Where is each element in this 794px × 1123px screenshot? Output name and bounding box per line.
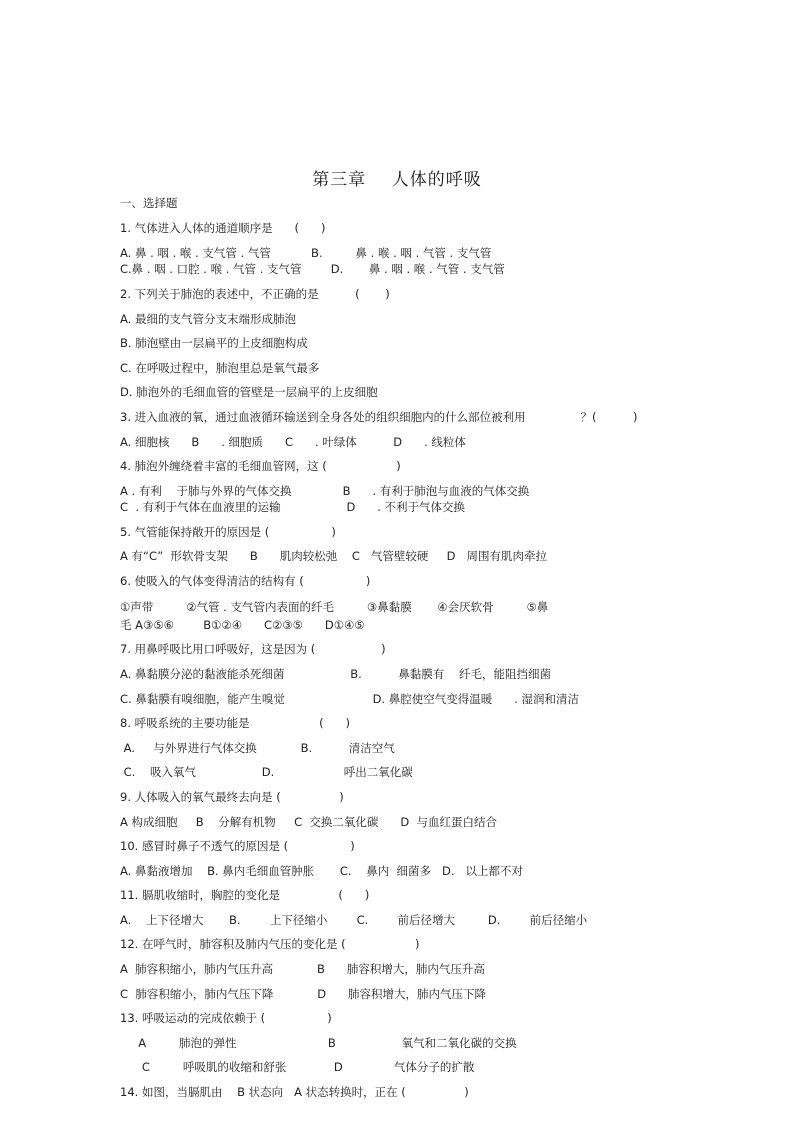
section-heading: 一、选择题	[120, 196, 178, 210]
question-3: 3. 进入血液的氧，通过血液循环输送到全身各处的组织细胞内的什么部位被利用 ？( )	[120, 410, 638, 424]
question-8-options-ab: A. 与外界进行气体交换 B. 清洁空气	[120, 741, 395, 755]
question-6: 6. 使吸入的气体变得清洁的结构有 ( )	[120, 574, 371, 588]
question-1-options-cd: C.鼻 . 咽 . 口腔 . 喉 . 气管 . 支气管 D. 鼻 . 咽 . 喉 . 气管 . 支气管	[120, 262, 505, 276]
question-13: 13. 呼吸运动的完成依赖于 ( )	[120, 1011, 332, 1025]
question-14: 14. 如图，当膈肌由 B 状态向 A 状态转换时，正在 ( )	[120, 1085, 469, 1099]
question-4-options-ab: A . 有利 于肺与外界的气体交换 B . 有利于肺泡与血液的气体交换	[120, 484, 530, 498]
question-10-options: A. 鼻黏液增加 B. 鼻内毛细血管肿胀 C. 鼻内 细菌多 D. 以上都不对	[120, 864, 523, 878]
question-12-options-ab: A 肺容积缩小，肺内气压升高 B 肺容积增大，肺内气压升高	[120, 962, 485, 976]
question-9: 9. 人体吸入的氧气最终去向是 ( )	[120, 790, 344, 804]
question-4: 4. 肺泡外缠绕着丰富的毛细血管网，这 ( )	[120, 459, 401, 473]
question-12-options-cd: C 肺容积缩小，肺内气压下降 D 肺容积增大，肺内气压下降	[120, 987, 486, 1001]
question-11: 11. 膈肌收缩时，胸腔的变化是 ( )	[120, 888, 370, 902]
question-10: 10. 感冒时鼻子不透气的原因是 ( )	[120, 839, 355, 853]
question-7: 7. 用鼻呼吸比用口呼吸好，这是因为 ( )	[120, 642, 386, 656]
question-3-options: A. 细胞核 B . 细胞质 C . 叶绿体 D . 线粒体	[120, 435, 466, 449]
question-8: 8. 呼吸系统的主要功能是 ( )	[120, 716, 350, 730]
question-6-options: 毛 A③⑤⑥ B①②④ C②③⑤ D①④⑤	[120, 618, 365, 632]
question-9-options: A 构成细胞 B 分解有机物 C 交换二氧化碳 D 与血红蛋白结合	[120, 815, 498, 829]
question-12: 12. 在呼气时，肺容积及肺内气压的变化是 ( )	[120, 937, 420, 951]
question-5-options: A 有“C” 形软骨支架 B 肌肉较松弛 C 气管壁较硬 D 周围有肌肉牵拉	[120, 549, 547, 563]
question-4-options-cd: C . 有利于气体在血液里的运输 D . 不利于气体交换	[120, 500, 466, 514]
question-2: 2. 下列关于肺泡的表述中，不正确的是 ( )	[120, 287, 390, 301]
question-8-options-cd: C. 吸入氧气 D. 呼出二氧化碳	[120, 765, 413, 779]
question-5: 5. 气管能保持敞开的原因是 ( )	[120, 525, 336, 539]
question-7-options-ab: A. 鼻黏膜分泌的黏液能杀死细菌 B. 鼻黏膜有 纤毛，能阻挡细菌	[120, 667, 551, 681]
question-2-option-b: B. 肺泡壁由一层扁平的上皮细胞构成	[120, 336, 308, 350]
question-11-options: A. 上下径增大 B. 上下径缩小 C. 前后径增大 D. 前后径缩小	[120, 913, 588, 927]
question-1-options-ab: A. 鼻 . 咽 . 喉 . 支气管 . 气管 B. 鼻 . 喉 . 咽 . 气管 . 支气管	[120, 246, 492, 260]
page-title: 第三章 人体的呼吸	[312, 170, 482, 190]
question-6-items: ①声带 ②气管 . 支气管内表面的纤毛 ③鼻黏膜 ④会厌软骨 ⑤鼻	[120, 600, 549, 614]
question-2-option-d: D. 肺泡外的毛细血管的管壁是一层扁平的上皮细胞	[120, 385, 378, 399]
question-2-option-a: A. 最细的支气管分支末端形成肺泡	[120, 312, 296, 326]
question-13-options-cd: C 呼吸肌的收缩和舒张 D 气体分子的扩散	[120, 1060, 475, 1074]
question-2-option-c: C. 在呼吸过程中，肺泡里总是氧气最多	[120, 361, 320, 375]
question-7-options-cd: C. 鼻黏膜有嗅细胞，能产生嗅觉 D. 鼻腔使空气变得温暖 . 湿润和清洁	[120, 692, 579, 706]
question-1: 1. 气体进入人体的通道顺序是 ( )	[120, 221, 326, 235]
question-13-options-ab: A 肺泡的弹性 B 氧气和二氧化碳的交换	[120, 1036, 517, 1050]
